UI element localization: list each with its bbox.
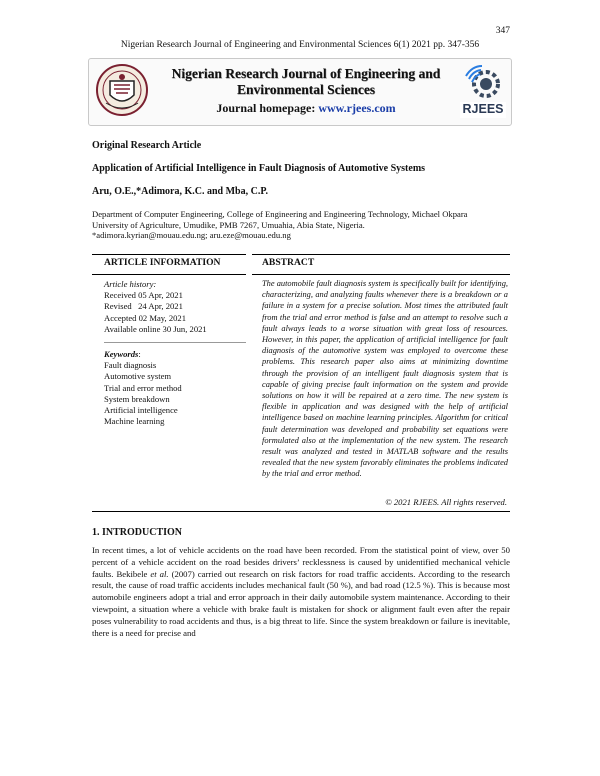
history-accepted: Accepted 02 May, 2021 [104, 312, 187, 323]
divider [104, 342, 246, 343]
journal-title-line1: Nigerian Research Journal of Engineering and [171, 66, 441, 81]
author-list: Aru, O.E.,*Adimora, K.C. and Mba, C.P. [92, 186, 269, 197]
affiliation [92, 209, 512, 241]
affiliation-line: Department of Computer Engineering, College of Engineering and Engineering Technology, Michael Okpara [92, 209, 468, 219]
page-number: 347 [495, 26, 510, 36]
keyword-item: Trial and error method [104, 382, 182, 393]
journal-homepage [152, 101, 460, 116]
article-info-heading: ARTICLE INFORMATION [104, 257, 221, 268]
keyword-item: Machine learning [104, 416, 165, 427]
introduction-text: In recent times, a lot of vehicle accidents on the road have been recorded. From the statistical point of view, over 50 percent of a vehicle accident on the road besides drivers’ recklessness is caused by unidentified mechanical vehicle faults. Bekibele et al. (2007) carried out research on risk factors for road traffic accidents. According to the research result, the cause of road traffic accidents includes mechanical fault (50 %), and bad road (12.5 %). This is because most automobile engineers adopt a trial and error approach in their daily automobile system maintenance. According to their viewpoint, a situation where a vehicle with brake fault is mistaken for shock or alignment fault even after the repair poses vulnerability to road accidents and thus, is a big threat to life. Since the system breakdown or failure is inevitable, there is a need for precise and [92, 545, 510, 638]
homepage-label: Journal homepage: [216, 101, 319, 115]
keywords-label: Keywords [104, 349, 139, 359]
rjees-logo-text: RJEES [462, 102, 504, 116]
introduction-heading: 1. INTRODUCTION [92, 527, 183, 538]
divider [92, 274, 246, 275]
et-al-italic: et al. [150, 568, 169, 579]
author-emails: *adimora.kyrian@mouau.edu.ng; aru.eze@mouau.edu.ng [92, 230, 291, 240]
keywords-section: Keywords: Fault diagnosis Automotive system Trial and error method System breakdown Artificial intelligence Machine learning [104, 349, 244, 427]
divider [252, 254, 510, 255]
divider [252, 274, 510, 275]
history-revised: Revised 24 Apr, 2021 [104, 301, 183, 312]
abstract-heading: ABSTRACT [262, 257, 315, 268]
copyright-notice: © 2021 RJEES. All rights reserved. [385, 497, 507, 507]
running-head: Nigerian Research Journal of Engineering and Environmental Sciences 6(1) 2021 pp. 347-356 [120, 40, 480, 50]
university-crest-icon [96, 63, 148, 117]
journal-title-line2: Environmental Sciences [236, 81, 376, 97]
article-title: Application of Artificial Intelligence in Fault Diagnosis of Automotive Systems [92, 163, 426, 174]
homepage-link[interactable]: www.rjees.com [318, 101, 396, 115]
keyword-item: Automotive system [104, 371, 172, 382]
article-type-label: Original Research Article [92, 140, 202, 151]
keyword-item: Fault diagnosis [104, 360, 157, 371]
history-label: Article history: [104, 279, 157, 289]
keyword-item: Artificial intelligence [104, 405, 178, 416]
history-available: Available online 30 Jun, 2021 [104, 323, 207, 334]
abstract-text: The automobile fault diagnosis system is specifically built for identifying, characterizing, and analyzing faults whenever there is a breakdown or a failure in a system for a precise solution. Most times the attributed fault from the trial and error method is false and an attempt to resolve such a fault always leads to a worse situation with great loss of resources. However, in this paper, the application of artificial intelligence for fault diagnosis of the automotive system was employed to overcome these problems. This research paper also aims at minimizing downtime through the provision of an intelligent fault diagnosis system that is capable of giving precise fault information on the system and provide solutions on how it will be repaired at a zero time. The new system is flexible in application and was designed with the help of artificial intelligence based on machine learning principles. Algorithm for critical fault determination was developed and probability set equations were formulated also at the implementation of the new system. The research result was analyzed and tested in MATLAB software and the results revealed that the new system favorably eliminates the problems indicated by the trial and error method. [262, 279, 508, 479]
history-received: Received 05 Apr, 2021 [104, 290, 183, 301]
divider [92, 254, 246, 255]
keyword-item: System breakdown [104, 393, 170, 404]
article-history [104, 279, 244, 335]
divider [92, 511, 510, 512]
journal-title [152, 66, 460, 97]
affiliation-line: University of Agriculture, Umudike, PMB 7267, Umuahia, Abia State, Nigeria. [92, 219, 365, 230]
